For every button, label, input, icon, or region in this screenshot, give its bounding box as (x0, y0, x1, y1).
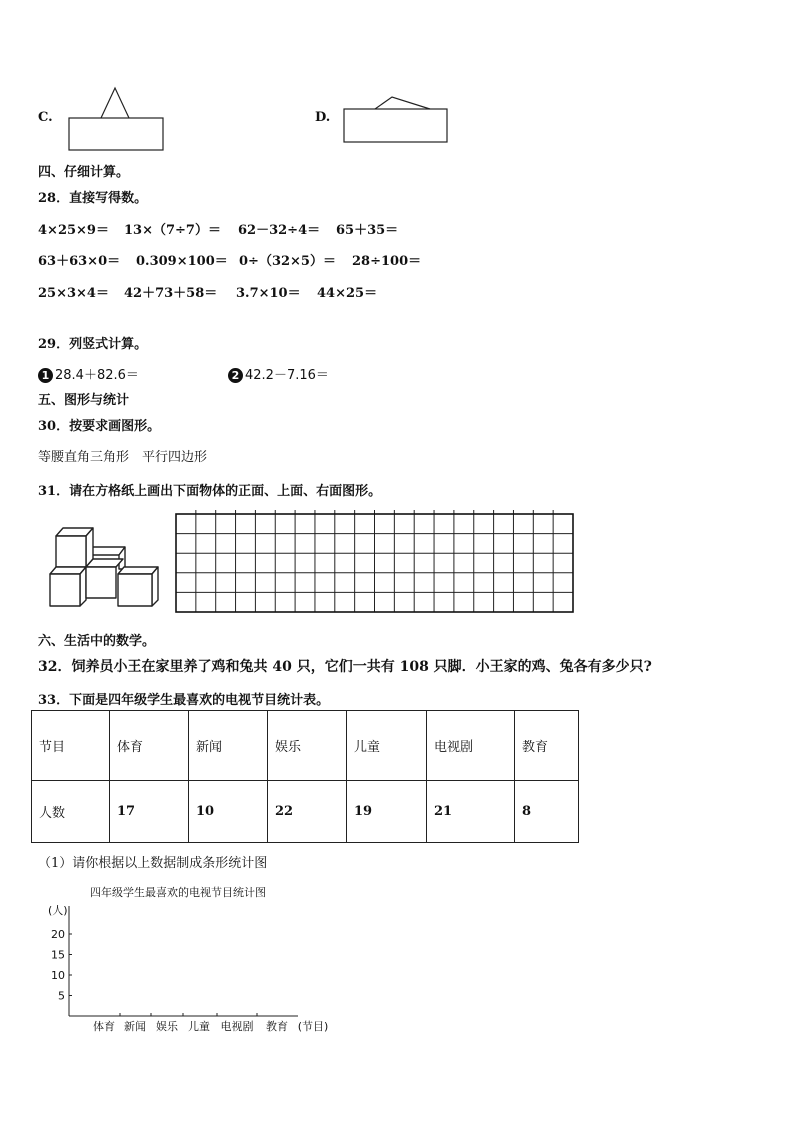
cube-mid-top (86, 559, 123, 567)
circled-number-1: 1 (38, 368, 53, 383)
x-tick-label: 电视剧 (220, 1020, 254, 1033)
q28-r1-c4: 65＋35＝ (336, 223, 399, 238)
q28-r3-c4: 44×25＝ (317, 286, 378, 301)
q29-item-2-expr: 42.2－7.16＝ (245, 368, 329, 383)
table-cell: 电视剧 (427, 711, 515, 781)
table-cell: 21 (427, 781, 515, 843)
table-cell: 19 (347, 781, 427, 843)
table-header-row (32, 711, 579, 781)
option-d-rectangle (344, 109, 447, 142)
bar-chart[interactable] (40, 880, 340, 1040)
cube-br-side (152, 567, 158, 606)
cube-top-front (56, 536, 86, 567)
y-tick-label: 20 (51, 928, 65, 941)
section5-heading: 五、图形与统计 (38, 393, 130, 408)
y-tick-label: 10 (51, 969, 65, 982)
option-c-figure (68, 86, 164, 152)
chart-title: 四年级学生最喜欢的电视节目统计图 (90, 886, 266, 899)
grid-paper[interactable] (175, 512, 575, 614)
cubes-figure (44, 522, 168, 608)
q33-title: 33．下面是四年级学生最喜欢的电视节目统计表。 (38, 693, 330, 708)
q32-text: 32．饲养员小王在家里养了鸡和兔共 40 只，它们一共有 108 只脚．小王家的鸡、兔各有多少只? (38, 659, 652, 675)
table-cell: 儿童 (347, 711, 427, 781)
table-cell: 新闻 (189, 711, 268, 781)
q28-r1-c2: 13×（7÷7）＝ (124, 223, 221, 238)
q29-item-1 (38, 364, 139, 383)
option-c-triangle (101, 88, 129, 118)
table-cell: 10 (189, 781, 268, 843)
y-tick-label: 5 (58, 989, 65, 1003)
option-c-label: C. (38, 110, 53, 125)
cube-bl-side (80, 567, 86, 606)
y-tick-label: 15 (51, 948, 65, 962)
q29-item-2 (228, 364, 329, 383)
table-cell: 人数 (32, 781, 110, 843)
table-data-row (32, 781, 579, 843)
y-axis-label: (人) (48, 904, 68, 917)
cube-mid-front (86, 567, 116, 598)
table-cell: 17 (110, 781, 189, 843)
q31-title: 31．请在方格纸上画出下面物体的正面、上面、右面图形。 (38, 484, 382, 499)
x-axis-label: (节目) (297, 1020, 329, 1033)
section6-heading: 六、生活中的数学。 (38, 634, 156, 649)
x-tick-label: 新闻 (124, 1020, 146, 1033)
q30-text: 等腰直角三角形 平行四边形 (38, 450, 208, 465)
table-cell: 节目 (32, 711, 110, 781)
option-d-label: D. (315, 110, 331, 125)
q28-r3-c2: 42＋73＋58＝ (124, 286, 218, 301)
x-tick-label: 娱乐 (156, 1020, 178, 1033)
table-cell: 体育 (110, 711, 189, 781)
q28-r1-c1: 4×25×9＝ (38, 223, 109, 238)
q28-r2-c4: 28÷100＝ (352, 254, 422, 269)
q28-title: 28．直接写得数。 (38, 191, 148, 206)
q29-title: 29．列竖式计算。 (38, 337, 148, 352)
cube-br-front (118, 574, 152, 606)
tv-program-table (31, 710, 579, 843)
q28-r2-c1: 63＋63×0＝ (38, 254, 121, 269)
option-d-figure (342, 95, 448, 145)
option-c-rectangle (69, 118, 163, 150)
cube-bl-front (50, 574, 80, 606)
q28-r3-c1: 25×3×4＝ (38, 286, 109, 301)
q28-r3-c3: 3.7×10＝ (236, 286, 301, 301)
q33-sub1: （1）请你根据以上数据制成条形统计图 (38, 856, 268, 871)
table-cell: 教育 (515, 711, 579, 781)
table-cell: 8 (515, 781, 579, 843)
circled-number-2: 2 (228, 368, 243, 383)
q28-r2-c2: 0.309×100＝ (136, 254, 228, 269)
x-tick-label: 教育 (266, 1020, 288, 1033)
table-cell: 22 (268, 781, 347, 843)
table-cell: 娱乐 (268, 711, 347, 781)
x-tick-label: 儿童 (188, 1020, 210, 1033)
q28-r1-c3: 62－32÷4＝ (238, 223, 321, 238)
q28-r2-c3: 0÷（32×5）＝ (239, 254, 336, 269)
option-d-triangle (375, 97, 430, 109)
q30-title: 30．按要求画图形。 (38, 419, 161, 434)
q29-item-1-expr: 28.4＋82.6＝ (55, 368, 139, 383)
x-tick-label: 体育 (93, 1020, 115, 1033)
section4-heading: 四、仔细计算。 (38, 165, 130, 180)
